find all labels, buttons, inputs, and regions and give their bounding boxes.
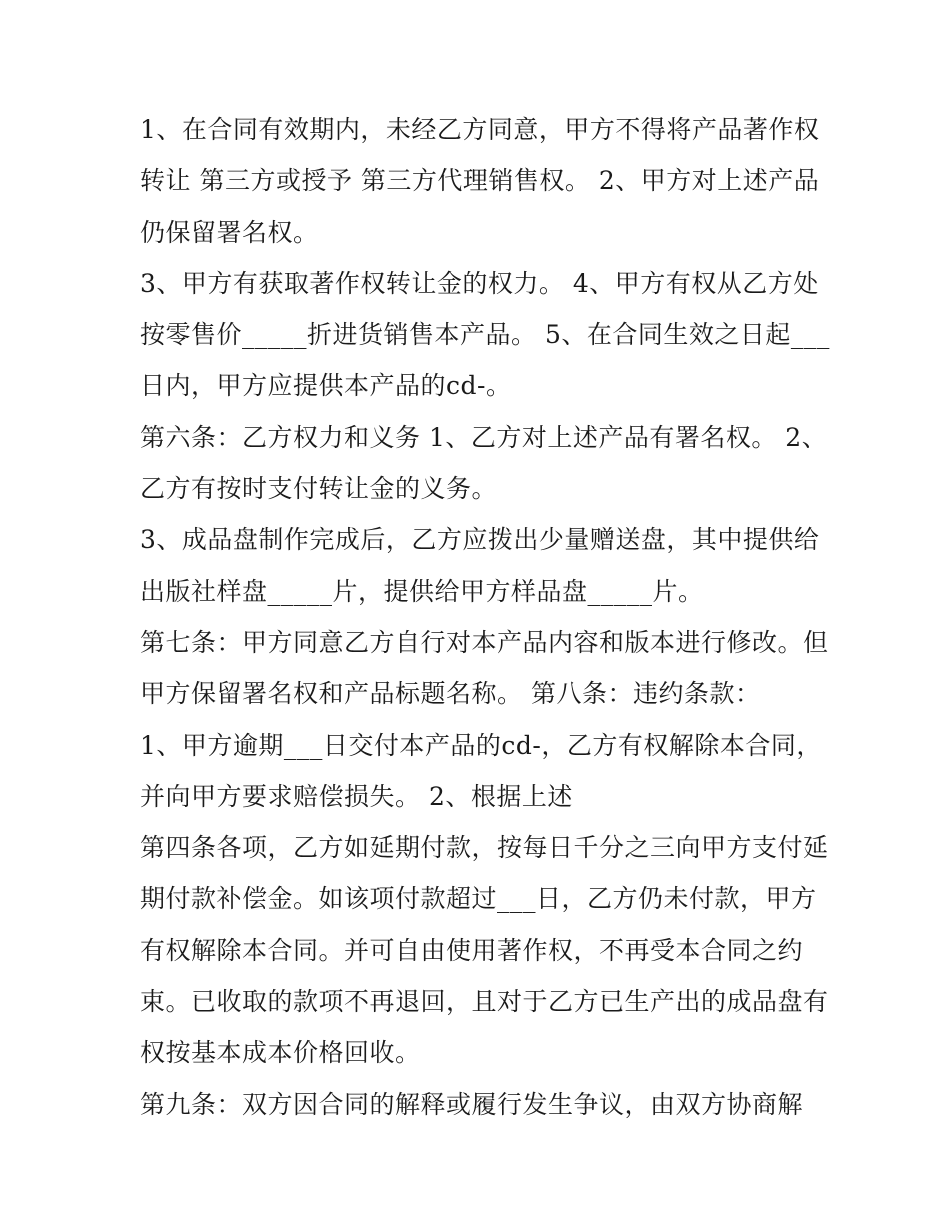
text-line: 甲方保留署名权和产品标题名称。 第八条：违约条款：	[140, 679, 761, 709]
text-line: 按零售价_____折进货销售本产品。 5、在合同生效之日起___	[140, 320, 830, 350]
text-line: 1、在合同有效期内，未经乙方同意，甲方不得将产品著作权	[140, 115, 820, 144]
text-line: 乙方有按时支付转让金的义务。	[140, 474, 498, 504]
text-line: 第九条：双方因合同的解释或履行发生争议，由双方协商解	[140, 1089, 804, 1119]
text-line: 束。已收取的款项不再退回，且对于乙方已生产出的成品盘有	[140, 987, 829, 1017]
text-line: 仍保留署名权。	[140, 217, 319, 247]
text-line: 日内，甲方应提供本产品的cd-。	[140, 371, 512, 401]
text-line: 第四条各项，乙方如延期付款，按每日千分之三向甲方支付延	[140, 833, 829, 863]
text-line: 并向甲方要求赔偿损失。 2、根据上述	[140, 781, 573, 811]
text-line: 3、成品盘制作完成后，乙方应拨出少量赠送盘，其中提供给	[140, 525, 820, 555]
contract-body-text	[140, 104, 830, 1130]
text-line: 3、甲方有获取著作权转让金的权力。 4、甲方有权从乙方处	[140, 268, 819, 298]
text-line: 第七条：甲方同意乙方自行对本产品内容和版本进行修改。但	[140, 627, 829, 657]
text-line: 第六条：乙方权力和义务 1、乙方对上述产品有署名权。 2、	[140, 422, 828, 452]
text-line: 有权解除本合同。并可自由使用著作权，不再受本合同之约	[140, 935, 804, 965]
text-line: 出版社样盘_____片，提供给甲方样品盘_____片。	[140, 576, 704, 606]
text-line: 权按基本成本价格回收。	[140, 1038, 421, 1068]
text-line: 1、甲方逾期___日交付本产品的cd-，乙方有权解除本合同，	[140, 730, 822, 760]
text-line: 转让 第三方或授予 第三方代理销售权。 2、甲方对上述产品	[140, 166, 820, 196]
text-line: 期付款补偿金。如该项付款超过___日，乙方仍未付款，甲方	[140, 884, 817, 914]
